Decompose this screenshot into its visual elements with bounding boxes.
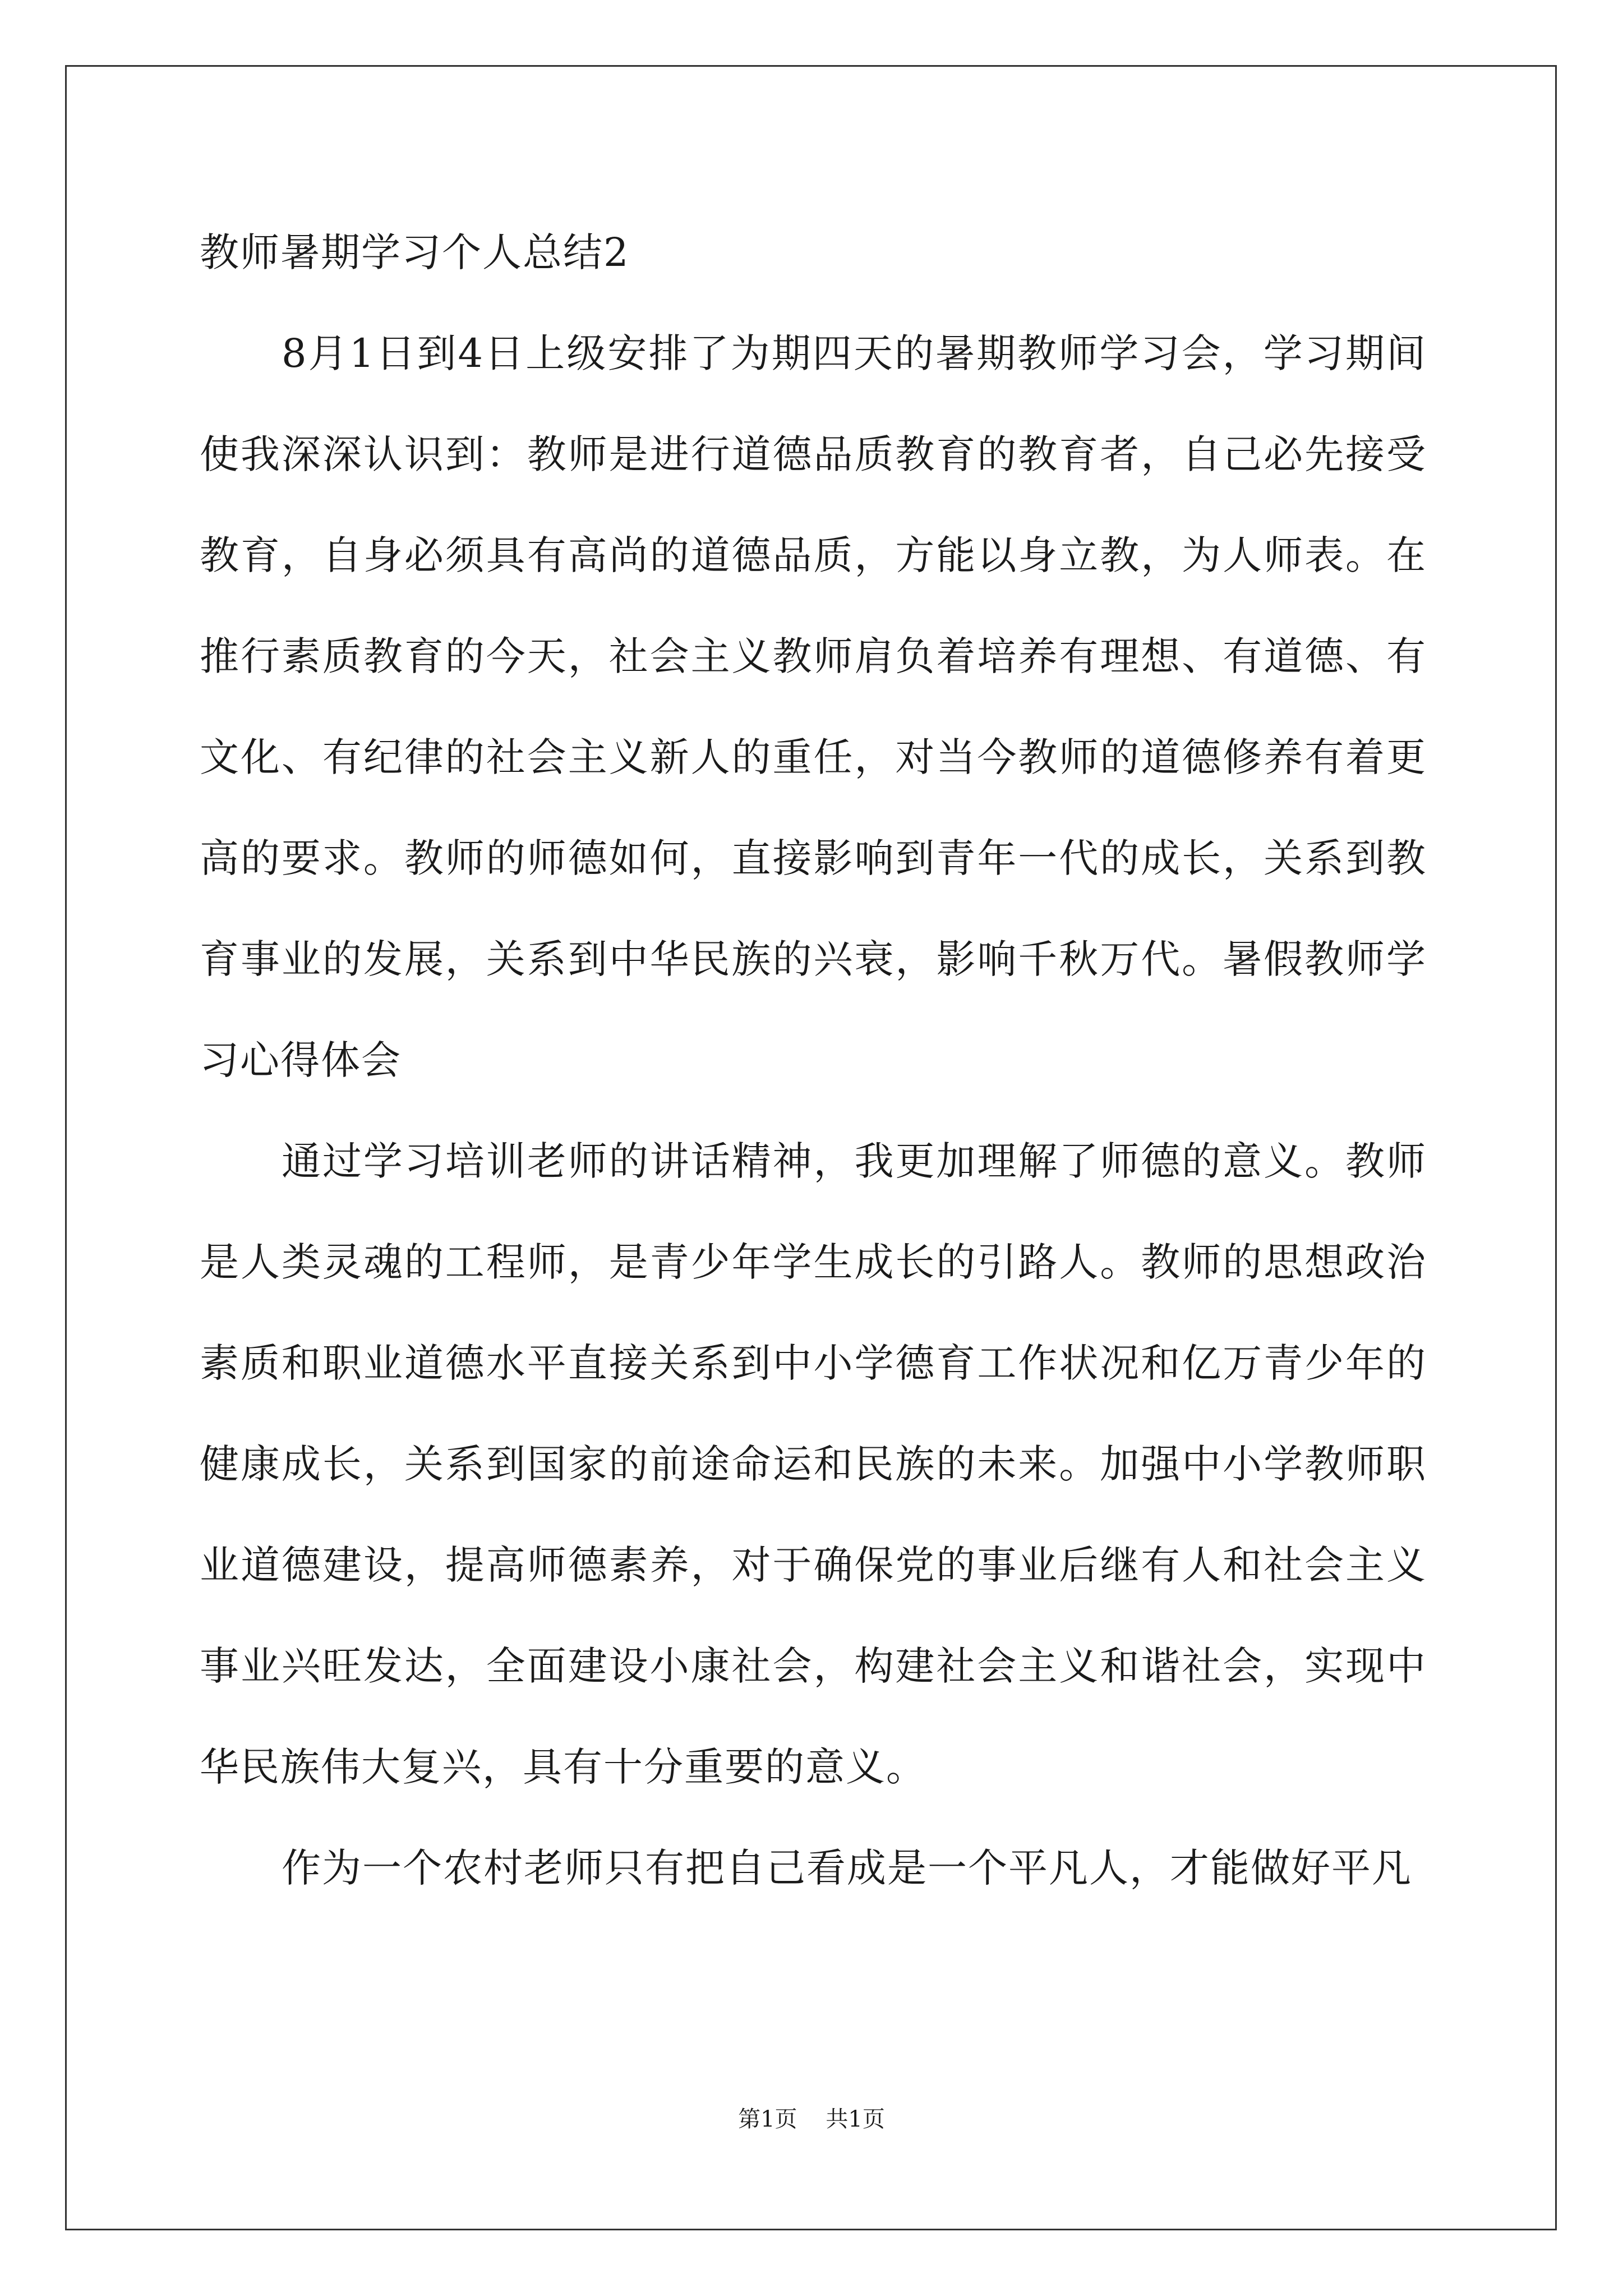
- paragraph-2: 通过学习培训老师的讲话精神，我更加理解了师德的意义。教师是人类灵魂的工程师，是青少年学生成长的引路人。教师的思想政治素质和职业道德水平直接关系到中小学德育工作状况和亿万青少年的健康成长，关系到国家的前途命运和民族的未来。加强中小学教师职业道德建设，提高师德素养，对于确保党的事业后继有人和社会主义事业兴旺发达，全面建设小康社会，构建社会主义和谐社会，实现中华民族伟大复兴，具有十分重要的意义。: [200, 1138, 1427, 1790]
- page-footer: [0, 2102, 1623, 2136]
- paragraph-1: 8月1日到4日上级安排了为期四天的暑期教师学习会，学习期间使我深深认识到：教师是进行道德品质教育的教育者，自己必先接受教育，自身必须具有高尚的道德品质，方能以身立教，为人师表。在推行素质教育的今天，社会主义教师肩负着培养有理想、有道德、有文化、有纪律的社会主义新人的重任，对当今教师的道德修养有着更高的要求。教师的师德如何，直接影响到青年一代的成长，关系到教育事业的发展，关系到中华民族的兴衰，影响千秋万代。暑假教师学习心得体会: [200, 330, 1427, 1083]
- page-total: 共1页: [826, 2106, 885, 2132]
- page-number: 第1页: [738, 2106, 797, 2132]
- document-body: [200, 202, 1427, 1918]
- paragraph-3: 作为一个农村老师只有把自己看成是一个平凡人，才能做好平凡: [282, 1845, 1412, 1891]
- document-title: 教师暑期学习个人总结2: [200, 229, 630, 275]
